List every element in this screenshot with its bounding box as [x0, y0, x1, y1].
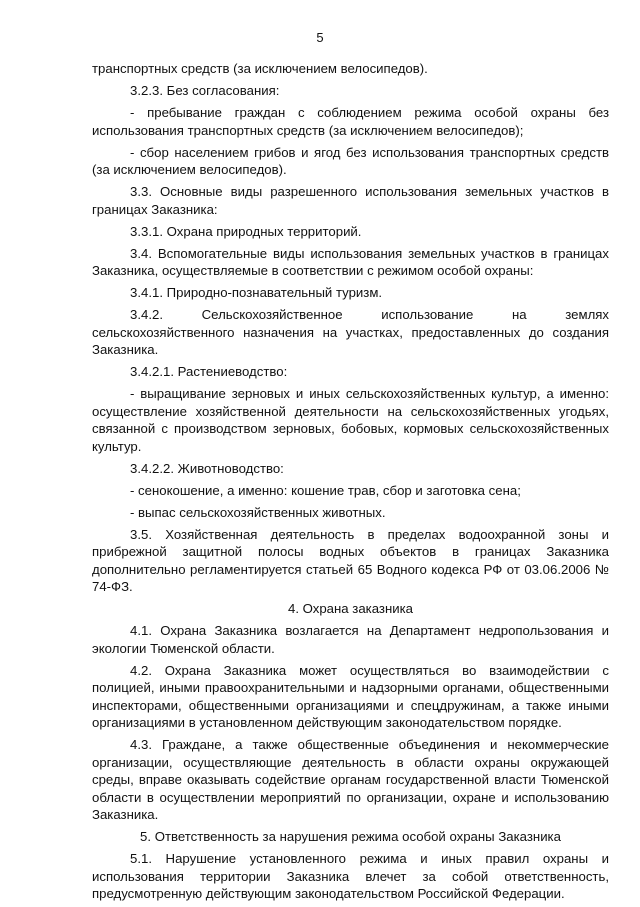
list-item: - выпас сельскохозяйственных животных. — [130, 504, 386, 520]
paragraph: 3.4.2.1. Растениеводство: — [130, 364, 288, 379]
paragraph: 3.4.2.2. Животноводство: — [130, 460, 284, 476]
paragraph: 3.4.1. Природно-познавательный туризм. — [130, 285, 383, 300]
paragraph: 5.1. Нарушение установленного режима и иных правил охраны и использования территории Заказника влечет за собой ответственность, предусмотренную действующим законодательством Российской Федерации. — [92, 851, 609, 901]
list-item: - сбор населением грибов и ягод без использования транспортных средств (за исключением велосипедов). — [92, 144, 609, 177]
page-number: 5 — [316, 30, 324, 45]
list-item: - сенокошение, а именно: кошение трав, сбор и заготовка сена; — [130, 482, 521, 498]
section-heading: 4. Охрана заказника — [287, 601, 414, 616]
paragraph: 3.4. Вспомогательные виды использования земельных участков в границах Заказника, осуществляемые в соответствии с режимом особой охраны: — [92, 245, 609, 278]
paragraph: 4.3. Граждане, а также общественные объединения и некоммерческие организации, осуществляющие деятельность в области охраны окружающей среды, вправе оказывать содействие органам государственной власти Тюменской области в осуществлении мероприятий по организации, охране и использованию Заказника. — [92, 737, 609, 822]
paragraph: 3.2.3. Без согласования: — [130, 83, 280, 98]
paragraph: 3.5. Хозяйственная деятельность в пределах водоохранной зоны и прибрежной защитной полосы водных объектов в границах Заказника дополнительно регламентируется статьей 65 Водного кодекса РФ от 03.06.2006 № 74-ФЗ. — [92, 526, 609, 594]
section-heading: 5. Ответственность за нарушения режима особой охраны Заказника — [140, 829, 561, 844]
paragraph: 3.3.1. Охрана природных территорий. — [130, 223, 362, 239]
list-item: - выращивание зерновых и иных сельскохозяйственных культур, а именно: осуществление хозяйственной деятельности на сельскохозяйственных угодьях, связанной с производством зерновых, бобовых, кормовых сельскохозяйственных культур. — [92, 386, 609, 454]
document-body — [92, 60, 609, 907]
paragraph: транспортных средств (за исключением велосипедов). — [92, 61, 428, 76]
paragraph: 4.1. Охрана Заказника возлагается на Департамент недропользования и экологии Тюменской области. — [92, 623, 609, 656]
paragraph: 3.3. Основные виды разрешенного использования земельных участков в границах Заказника: — [92, 184, 609, 217]
paragraph: 4.2. Охрана Заказника может осуществляться во взаимодействии с полицией, иными правоохранительными и надзорными органами, общественными инспекторами, общественными организациями и спецдружинам, а также иными организациями в установленном действующим законодательством порядке. — [92, 662, 609, 730]
paragraph: 3.4.2. Сельскохозяйственное использование на землях сельскохозяйственного назначения на участках, предоставленных до создания Заказника. — [92, 307, 609, 357]
list-item: - пребывание граждан с соблюдением режима особой охраны без использования транспортных средств (за исключением велосипедов); — [92, 105, 609, 138]
